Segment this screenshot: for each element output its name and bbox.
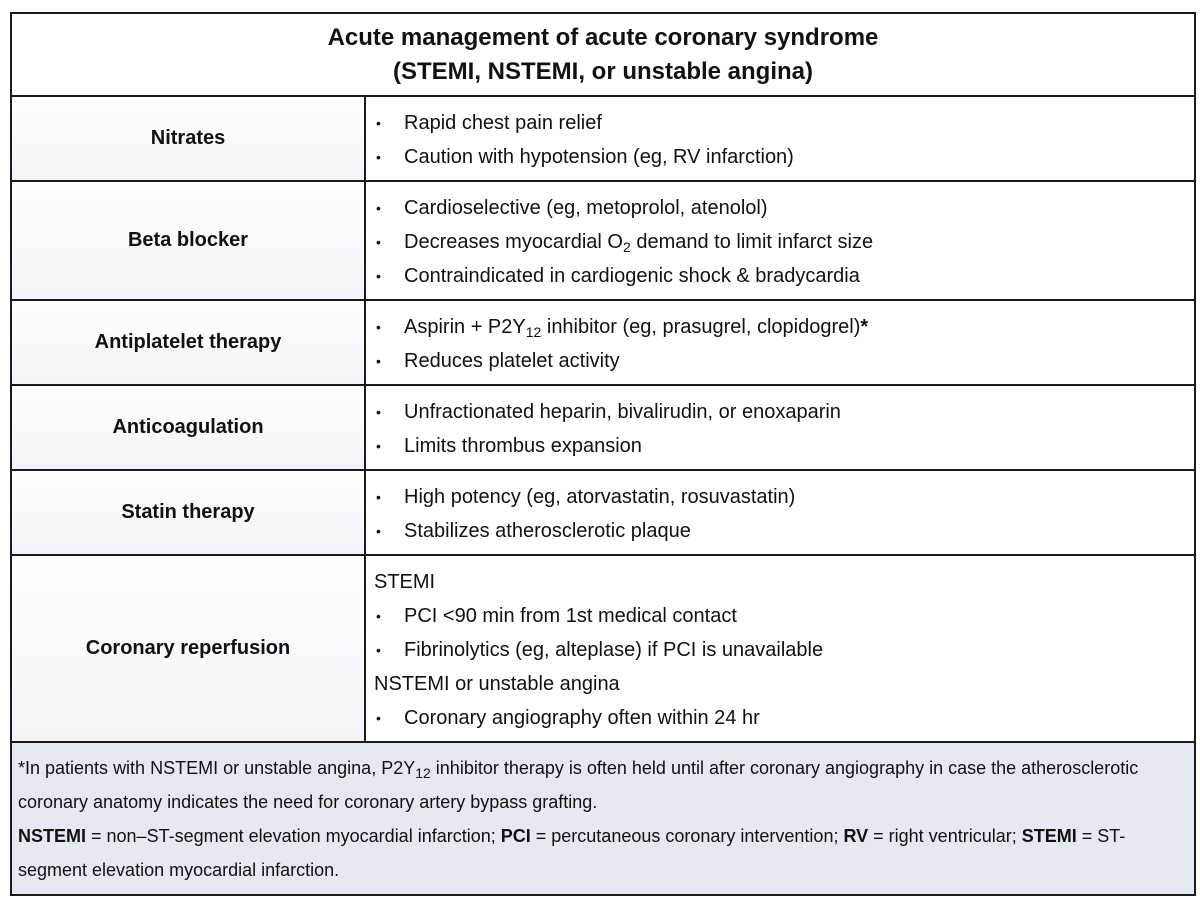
row-content bbox=[366, 556, 1194, 741]
list-item: • Fibrinolytics (eg, alteplase) if PCI is unavailable bbox=[374, 633, 1186, 667]
bullet-icon: • bbox=[376, 437, 381, 454]
table-title bbox=[12, 14, 1194, 97]
bullet-icon: • bbox=[376, 233, 381, 250]
row-label: Beta blocker bbox=[12, 182, 366, 299]
bullet-icon: • bbox=[376, 318, 381, 335]
list-item: • PCI <90 min from 1st medical contact bbox=[374, 599, 1186, 633]
row-content bbox=[366, 97, 1194, 180]
list-item: • Unfractionated heparin, bivalirudin, or enoxaparin bbox=[374, 395, 1186, 429]
list-item: • Decreases myocardial $O_2$ demand to limit infarct size bbox=[374, 225, 1186, 259]
table-row-statin bbox=[12, 471, 1194, 556]
row-label: Antiplatelet therapy bbox=[12, 301, 366, 384]
bullet-icon: • bbox=[376, 148, 381, 165]
list-item: • Coronary angiography often within 24 hr bbox=[374, 701, 1186, 735]
row-content bbox=[366, 182, 1194, 299]
row-label: Statin therapy bbox=[12, 471, 366, 554]
list-item: • Limits thrombus expansion bbox=[374, 429, 1186, 463]
row-label: Anticoagulation bbox=[12, 386, 366, 469]
subheading-stemi: STEMI bbox=[374, 570, 436, 593]
bullet-icon: • bbox=[376, 352, 381, 369]
title-line-2: (STEMI, NSTEMI, or unstable angina) bbox=[392, 57, 814, 85]
row-content bbox=[366, 386, 1194, 469]
bullet-icon: • bbox=[376, 114, 381, 131]
list-item: • High potency (eg, atorvastatin, rosuvastatin) bbox=[374, 480, 1186, 514]
footnote-asterisk: *In patients with NSTEMI or unstable angina, $P2Y_{12}$ inhibitor therapy is often held until after coronary angiography in case the atherosclerotic coronary anatomy indicates the need for coronary artery bypass grafting. bbox=[18, 758, 1139, 812]
bullet-icon: • bbox=[376, 199, 381, 216]
row-content bbox=[366, 471, 1194, 554]
acs-management-table bbox=[10, 12, 1196, 896]
list-item: • Reduces platelet activity bbox=[374, 344, 1186, 378]
table-row-beta-blocker bbox=[12, 182, 1194, 301]
row-label: Coronary reperfusion bbox=[12, 556, 366, 741]
subheading-nstemi: NSTEMI or unstable angina bbox=[374, 672, 620, 695]
bullet-icon: • bbox=[376, 709, 381, 726]
row-label: Nitrates bbox=[12, 97, 366, 180]
table-row-antiplatelet bbox=[12, 301, 1194, 386]
bullet-icon: • bbox=[376, 607, 381, 624]
table-row-nitrates bbox=[12, 97, 1194, 182]
bullet-icon: • bbox=[376, 522, 381, 539]
bullet-icon: • bbox=[376, 488, 381, 505]
table-footnote bbox=[12, 743, 1194, 894]
list-item: • Aspirin + $P2Y_{12}$ inhibitor (eg, prasugrel, clopidogrel)* bbox=[374, 310, 1186, 344]
bullet-icon: • bbox=[376, 267, 381, 284]
bullet-icon: • bbox=[376, 403, 381, 420]
list-item: • Cardioselective (eg, metoprolol, atenolol) bbox=[374, 191, 1186, 225]
row-content bbox=[366, 301, 1194, 384]
table-row-anticoagulation bbox=[12, 386, 1194, 471]
list-item: • Contraindicated in cardiogenic shock & bradycardia bbox=[374, 259, 1186, 293]
bullet-icon: • bbox=[376, 641, 381, 658]
list-item: • Rapid chest pain relief bbox=[374, 106, 1186, 140]
list-item: • Caution with hypotension (eg, RV infarction) bbox=[374, 140, 1186, 174]
table-row-reperfusion bbox=[12, 556, 1194, 743]
list-item: • Stabilizes atherosclerotic plaque bbox=[374, 514, 1186, 548]
footnote-abbreviations: NSTEMI = non–ST-segment elevation myocardial infarction; PCI = percutaneous coronary intervention; RV = right ventricular; STEMI = ST-segment elevation myocardial infarction. bbox=[18, 826, 1126, 880]
title-line-1: Acute management of acute coronary syndrome bbox=[327, 23, 879, 51]
